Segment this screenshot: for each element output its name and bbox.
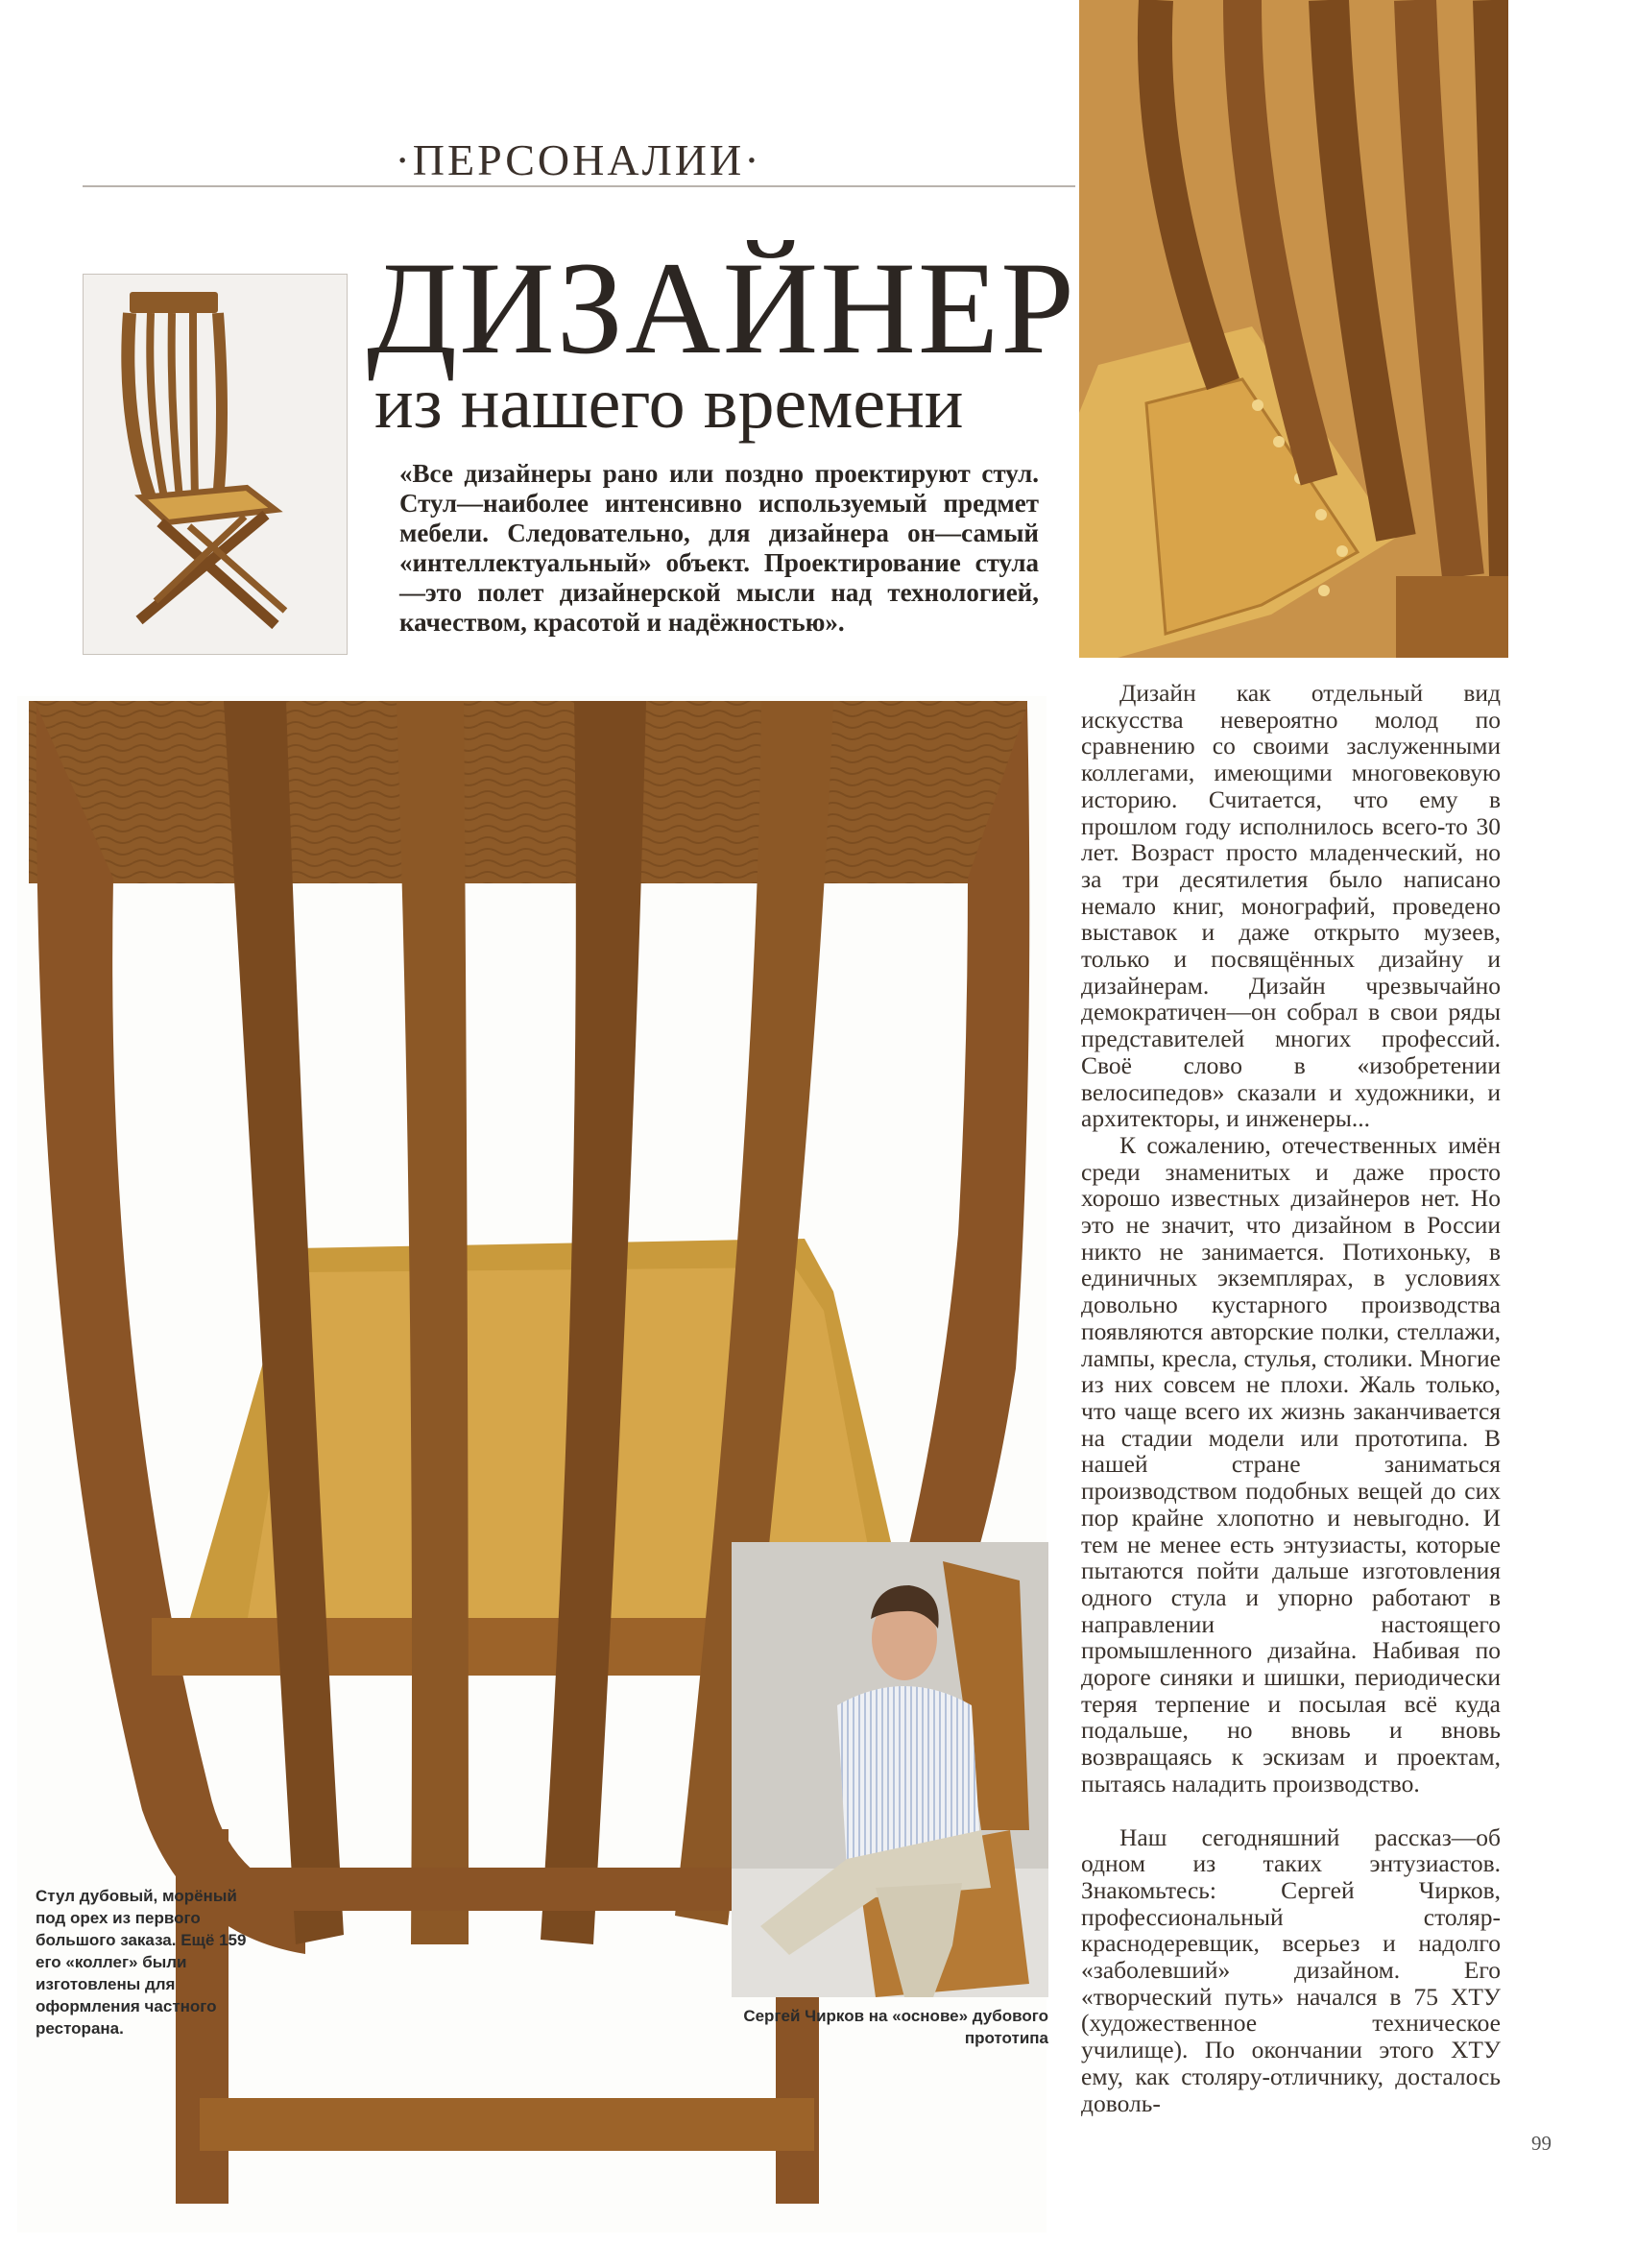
- chair-caption: Стул дубовый, морёный под орех из первого большого заказа. Ещё 159 его «коллег» были изготовлены для оформления частного ресторана.: [36, 1887, 247, 2038]
- article-title: ДИЗАЙНЕР: [367, 234, 1076, 381]
- page-number: 99: [1531, 2132, 1552, 2155]
- chair-thumbnail-photo: [83, 274, 348, 655]
- body-paragraph-3: Наш сегодняшний рассказ—об одном из таких энтузиастов. Знакомьтесь: Сергей Чирков, профессиональный столяр-краснодеревщик, всерьез и надолго «заболевший» дизайном. Его «творческий путь» начался в 75 ХТУ (художественное техническое училище). По окончании этого ХТУ ему, как столяру-отличнику, досталось доволь-: [1081, 1822, 1501, 2117]
- portrait-caption: Сергей Чирков на «основе» дубового прототипа: [743, 2007, 1048, 2047]
- header-rule: [83, 185, 1075, 187]
- body-paragraph-2: К сожалению, отечественных имён среди знаменитых и даже просто хорошо известных дизайнеров нет. Но это не значит, что дизайном в России никто не занимается. Потихоньку, в единичных экземплярах, в условиях довольно кустарного производства появляются авторские полки, стеллажи, лампы, кресла, стулья, столики. Многие из них совсем не плохи. Жаль только, что чаще всего их жизнь заканчивается на стадии модели или прототипа. В нашей стране заниматься производством подобных вещей до сих пор крайне хлопотно и невыгодно. И тем не менее есть энтузиасты, которые пытаются пойти дальше изготовления одного стула и упорно работают в направлении настоящего промышленного дизайна. Набивая по дороге синяки и шишки, периодически теряя терпение и посылая всё куда подальше, но вновь и вновь возвращаясь к эскизам и проектам, пытаясь наладить производство.: [1081, 1130, 1501, 1798]
- lead-paragraph: «Все дизайнеры рано или поздно проектируют стул. Стул—наиболее интенсивно используемый предмет мебели. Следовательно, для дизайнера он—самый «интеллектуальный» объект. Проектирование стула—это полет дизайнерской мысли над технологией, качеством, красотой и надёжностью».: [399, 459, 1039, 637]
- chair-closeup-photo: [1079, 0, 1508, 658]
- article-body: [1081, 680, 1501, 2116]
- designer-portrait-photo: [732, 1542, 1048, 1997]
- section-label: ·ПЕРСОНАЛИИ·: [395, 135, 762, 184]
- body-paragraph-1: Дизайн как отдельный вид искусства невероятно молод по сравнению со своими заслуженными коллегами, имеющими многовековую историю. Считается, что ему в прошлом году исполнилось всего-то 30 лет. Возраст просто младенческий, но за три десятилетия было написано немало книг, монографий, проведено выставок и даже открыто музеев, только и посвящённых дизайну и дизайнерам. Дизайн чрезвычайно демократичен—он собрал в свои ряды представителей многих профессий. Своё слово в «изобретении велосипедов» сказали и художники, и архитекторы, и инженеры...: [1081, 679, 1501, 1133]
- article-subtitle: из нашего времени: [374, 363, 964, 444]
